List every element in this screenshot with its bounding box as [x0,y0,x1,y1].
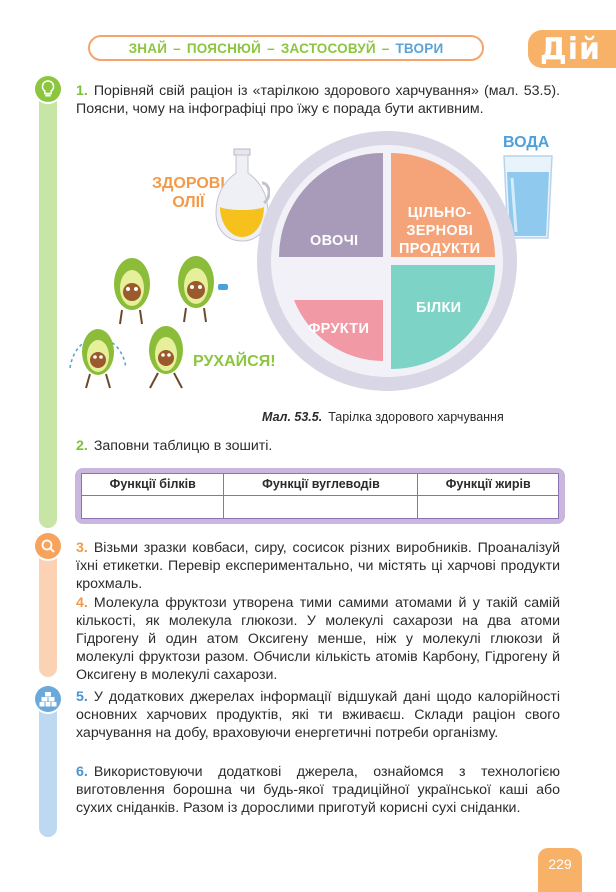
task-1 [76,82,560,118]
header-znai: ЗНАЙ [128,40,168,56]
task-text: У додаткових джерелах інформації відшукай дані щодо калорійності основних харчових продуктів, які ти вживаєш. Склади раціон свого харчування на добу, враховуючи енергетичні потреби організму. [76,689,560,741]
task-text: Заповни таблицю в зошиті. [93,438,273,454]
header-tvory: ТВОРИ [395,40,444,56]
task-number: 1. [76,83,88,99]
plate-label-grains: ЦІЛЬНО- ЗЕРНОВІ ПРОДУКТИ [399,205,481,257]
section-tab [528,30,616,68]
caption-number: Мал. 53.5. [262,410,323,424]
task-text: Візьми зразки ковбаси, сиру, сосисок різних виробників. Проаналізуй їхні етикетки. Перевір експериментально, чи містять ці харчові продукти крохмаль. [76,540,560,592]
functions-table [75,468,565,524]
table-header: Функції жирів [418,474,559,496]
table-cell [224,495,418,518]
plate-label-fruits: ФРУКТИ [308,321,370,337]
task-number: 4. [76,595,88,611]
table-header: Функції вуглеводів [224,474,418,496]
page-number: 229 [538,848,582,892]
header-poyasnyui: ПОЯСНЮЙ [186,40,262,56]
table-header: Функції білків [82,474,224,496]
rail-green [39,78,57,528]
table-cell [418,495,559,518]
lightbulb-icon [33,74,63,104]
header-separator: – [173,40,181,56]
label-water: ВОДА [503,134,550,151]
avocado-character-icon [108,250,158,328]
header-zastosovui: ЗАСТОСОВУЙ [280,40,376,56]
task-number: 6. [76,764,88,780]
plate-label-proteins: БІЛКИ [416,300,462,316]
label-healthy-oils: ЗДОРОВІ ОЛІЇ [152,175,225,211]
blocks-icon [33,684,63,714]
caption-text: Тарілка здорового харчування [328,410,504,424]
task-6 [76,763,560,817]
header-separator: – [267,40,275,56]
task-4 [76,594,560,684]
task-number: 5. [76,689,88,705]
plate-label-vegetables: ОВОЧІ [310,233,359,249]
plate-segment-proteins [391,265,495,369]
task-number: 3. [76,540,88,556]
header-separator: – [381,40,390,56]
section-tab-label: Дій [540,31,602,67]
label-move: РУХАЙСЯ! [193,353,276,370]
healthy-plate-diagram [256,130,518,392]
task-2 [76,437,560,455]
task-text: Використовуючи додаткові джерела, ознайомся з технологією виготовлення борошна чи будь-якої традиційної української каші або сухих сніданків. Разом із дорослими приготуй корисні сухі сніданки. [76,764,560,816]
magnifier-icon [33,531,63,561]
table-cell [82,495,224,518]
task-5 [76,688,560,742]
task-text: Молекула фруктози утворена тими самими атомами й у такій самій кількості, як молекула глюкози. У молекулі сахарози на два атоми Гідрогену й один атом Оксигену менше, ніж у молекулі глюкози й молекулі фруктози разом. Обчисли кількість атомів Карбону, Гідрогену й Оксигену в молекулі сахарози. [76,595,560,683]
avocado-character-icon [170,248,232,326]
avocado-jumping-rope-icon [66,318,130,392]
section-header [88,35,484,61]
task-3 [76,539,560,593]
figure-caption [262,410,504,424]
task-text: Порівняй свій раціон із «тарілкою здорового харчування» (мал. 53.5). Поясни, чому на інфографіці про їжу є порада бути активним. [76,83,560,117]
task-number: 2. [76,438,88,454]
avocado-running-icon [140,318,194,392]
